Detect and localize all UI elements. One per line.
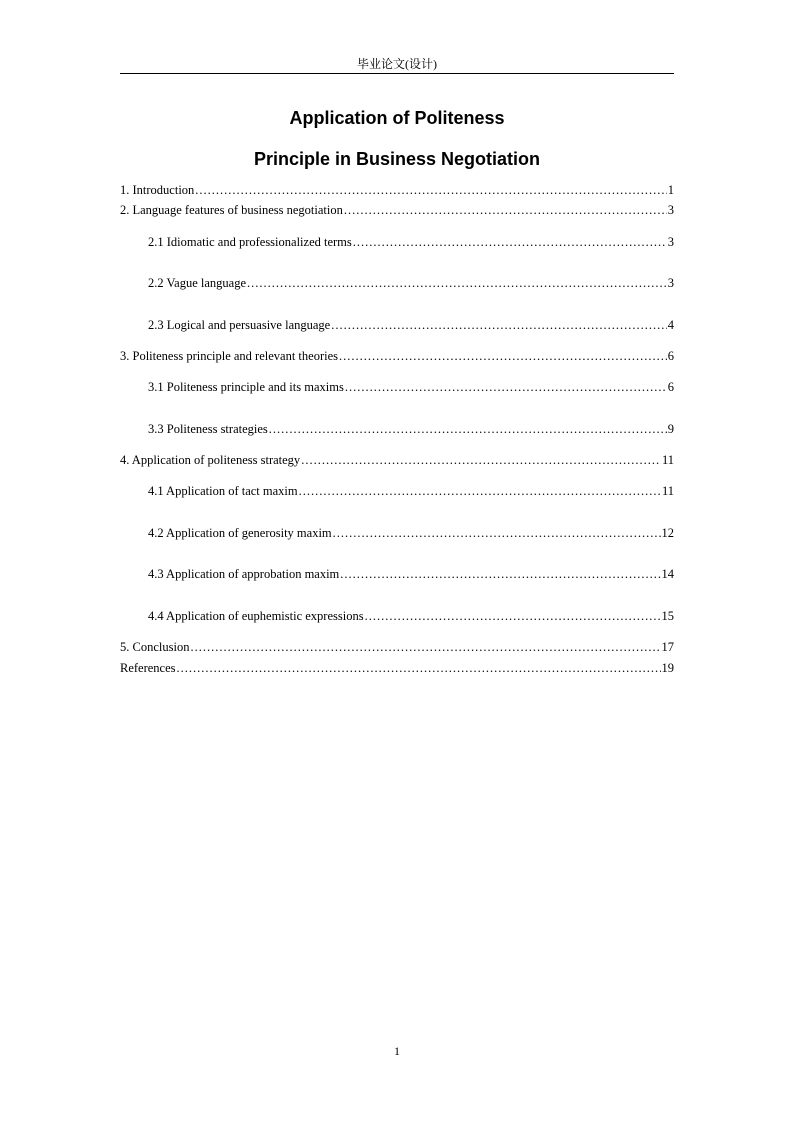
toc-entry-page: 4 [667,318,674,332]
toc-entry-politeness-principle[interactable] [120,348,674,364]
toc-entry-label: References [120,661,176,675]
toc-entry-label: 4.1 Application of tact maxim [148,484,298,498]
toc-entry-application-strategy[interactable] [120,452,674,468]
toc-entry-introduction[interactable] [120,182,674,198]
toc-dot-leader [269,421,667,437]
toc-entry-label: 2.1 Idiomatic and professionalized terms [148,235,352,249]
toc-entry-page: 11 [661,484,674,498]
page-number: 1 [394,1044,400,1058]
toc-entry-page: 11 [661,453,674,467]
toc-entry-politeness-strategies[interactable] [148,421,674,437]
toc-dot-leader [340,566,660,582]
header-rule [120,73,674,74]
toc-dot-leader [195,182,666,198]
toc-entry-page: 17 [661,640,674,654]
toc-entry-label: 3. Politeness principle and relevant theories [120,349,338,363]
toc-entry-page: 3 [667,276,674,290]
toc-entry-vague-language[interactable] [148,275,674,291]
toc-entry-euphemistic-expressions[interactable] [148,608,674,624]
toc-dot-leader [344,202,667,218]
toc-dot-leader [345,379,667,395]
toc-entry-label: 2.2 Vague language [148,276,247,290]
toc-entry-page: 12 [661,526,674,540]
toc-entry-page: 6 [667,349,674,363]
document-title-line-1: Application of Politeness [289,108,505,128]
toc-dot-leader [365,608,661,624]
toc-dot-leader [331,317,667,333]
toc-entry-maxims[interactable] [148,379,674,395]
page-header: 毕业论文(设计) [357,57,437,71]
toc-entry-page: 1 [667,183,674,197]
toc-entry-label: 5. Conclusion [120,640,190,654]
toc-dot-leader [247,275,667,291]
toc-entry-label: 4.4 Application of euphemistic expressions [148,609,364,623]
toc-dot-leader [333,525,661,541]
toc-dot-leader [190,639,660,655]
toc-dot-leader [353,234,667,250]
toc-entry-label: 2. Language features of business negotiation [120,203,343,217]
toc-entry-tact-maxim[interactable] [148,483,674,499]
toc-entry-label: 2.3 Logical and persuasive language [148,318,331,332]
toc-dot-leader [339,348,667,364]
toc-entry-conclusion[interactable] [120,639,674,655]
toc-dot-leader [299,483,661,499]
toc-entry-page: 15 [661,609,674,623]
toc-entry-generosity-maxim[interactable] [148,525,674,541]
toc-entry-approbation-maxim[interactable] [148,566,674,582]
document-title-line-2: Principle in Business Negotiation [253,149,541,169]
toc-entry-page: 14 [661,567,674,581]
toc-entry-label: 4.3 Application of approbation maxim [148,567,340,581]
toc-entry-page: 3 [667,235,674,249]
toc-entry-page: 3 [667,203,674,217]
toc-entry-label: 3.1 Politeness principle and its maxims [148,380,344,394]
toc-entry-page: 6 [667,380,674,394]
toc-entry-language-features[interactable] [120,202,674,218]
toc-entry-label: 1. Introduction [120,183,195,197]
toc-entry-label: 4. Application of politeness strategy [120,453,301,467]
toc-entry-label: 3.3 Politeness strategies [148,422,268,436]
toc-dot-leader [177,660,661,676]
toc-entry-label: 4.2 Application of generosity maxim [148,526,332,540]
toc-entry-references[interactable] [120,660,674,676]
toc-entry-page: 9 [667,422,674,436]
toc-entry-idiomatic-terms[interactable] [148,234,674,250]
toc-entry-logical-language[interactable] [148,317,674,333]
toc-entry-page: 19 [661,661,674,675]
toc-dot-leader [301,452,661,468]
